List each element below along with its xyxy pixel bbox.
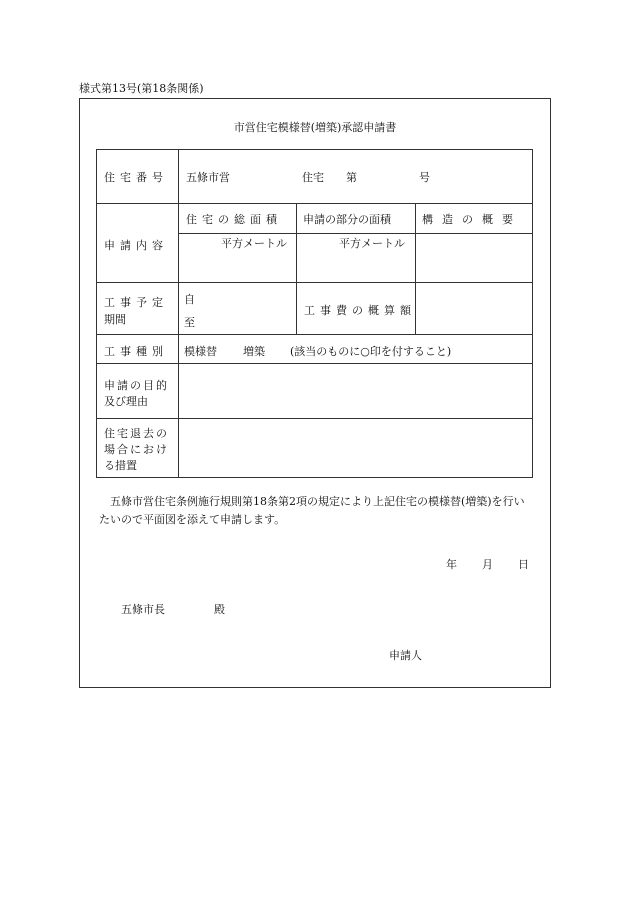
purpose-label-line2: 及び理由 — [104, 395, 148, 408]
form-number: 様式第13号(第18条関係) — [79, 82, 204, 95]
table-border-bottom — [96, 477, 533, 478]
table-border-left — [96, 149, 97, 477]
date-year: 年 — [446, 558, 457, 571]
schedule-label-line2-text: 期間 — [104, 313, 126, 326]
structure-header: 構造の概要 — [422, 213, 522, 226]
date-month: 月 — [482, 558, 493, 571]
vacate-label-line1: 住宅退去の — [104, 427, 169, 440]
schedule-from: 自 — [184, 293, 195, 306]
addressee-mayor: 五條市長 — [121, 603, 165, 616]
declaration-text: 五條市営住宅条例施行規則第18条第2項の規定により上記住宅の模様替(増築)を行いたいので平面図を添えて申請します。 — [99, 495, 525, 526]
applied-area-header: 申請の部分の面積 — [303, 213, 391, 226]
table-divider — [96, 334, 533, 335]
vacate-label-line3: る措置 — [104, 459, 137, 472]
house-jutaku-text: 住宅 — [302, 171, 324, 184]
work-type-label: 工事種別 — [104, 345, 168, 358]
table-divider — [296, 203, 297, 334]
table-divider — [96, 203, 533, 204]
vacate-label-line2: 場合におけ — [104, 443, 169, 456]
form-frame — [79, 98, 551, 688]
form-title: 市営住宅模様替(増築)承認申請書 — [233, 121, 397, 134]
date-day: 日 — [518, 558, 529, 571]
house-number-label: 住宅番号 — [104, 171, 168, 184]
addressee-honorific: 殿 — [214, 603, 225, 616]
work-type-note: (該当のものに○印を付すること) — [290, 345, 452, 358]
table-divider — [96, 282, 533, 283]
schedule-label-line2 — [104, 311, 171, 327]
table-divider — [96, 363, 533, 364]
table-divider — [178, 233, 533, 234]
table-divider — [96, 418, 533, 419]
total-area-header: 住宅の総面積 — [186, 213, 282, 226]
purpose-label-line1: 申請の目的 — [104, 379, 169, 392]
house-go-text: 号 — [419, 171, 430, 184]
application-content-label: 申請内容 — [104, 239, 168, 252]
table-border-right — [532, 149, 533, 477]
work-type-extension: 増築 — [243, 345, 265, 358]
house-city-text: 五條市営 — [186, 171, 230, 184]
total-area-unit: 平方メートル — [221, 237, 287, 250]
schedule-to: 至 — [184, 316, 195, 329]
table-border-top — [96, 149, 533, 150]
cost-estimate-label: 工事費の概算額 — [304, 304, 416, 317]
schedule-label-line1: 工事予定 — [104, 296, 168, 309]
table-divider — [178, 149, 179, 477]
house-dai-text: 第 — [346, 171, 357, 184]
applicant-label: 申請人 — [389, 649, 422, 662]
applied-area-unit: 平方メートル — [339, 237, 405, 250]
work-type-remodel: 模様替 — [184, 345, 217, 358]
